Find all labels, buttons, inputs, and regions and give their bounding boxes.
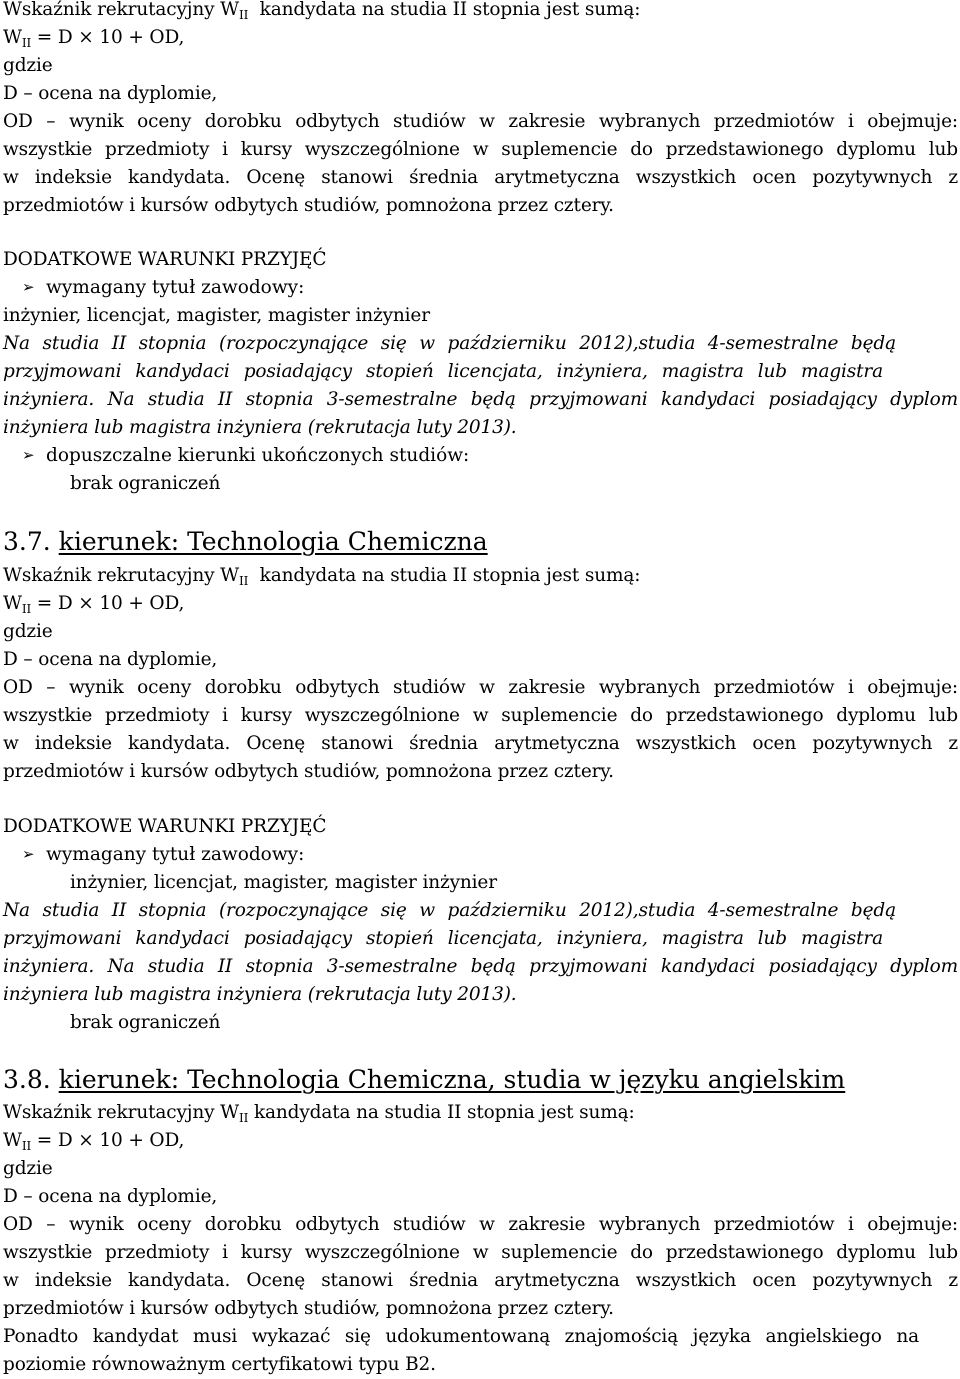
od-definition: OD – wynik oceny dorobku odbytych studiów w zakresie wybranych przedmiotów i obejmuje: <box>3 1214 958 1235</box>
od-definition-line: w indeksie kandydata. Ocenę stanowi średnia arytmetyczna wszystkich ocen pozytywnych z <box>3 733 958 754</box>
bullet-allowed-fields: ➢ dopuszczalne kierunki ukończonych studiów: <box>22 442 469 470</box>
note-line: inżyniera. Na studia II stopnia 3-semestralne będą przyjmowani kandydaci posiadający dyplom <box>3 389 958 410</box>
index-definition: Wskaźnik rekrutacyjny $W_{II}$ kandydata na studia II stopnia jest sumą: <box>3 1102 635 1125</box>
note-line: inżyniera lub magistra inżyniera (rekrutacja luty 2013). <box>3 417 517 438</box>
od-definition: OD – wynik oceny dorobku odbytych studiów w zakresie wybranych przedmiotów i obejmuje: <box>3 677 958 698</box>
note-line: przyjmowani kandydaci posiadający stopień licencjata, inżyniera, magistra lub magistra <box>3 928 883 949</box>
d-definition: D – ocena na dyplomie, <box>3 83 218 104</box>
od-definition-line: w indeksie kandydata. Ocenę stanowi średnia arytmetyczna wszystkich ocen pozytywnych z <box>3 1270 958 1291</box>
required-titles: inżynier, licencjat, magister, magister inżynier <box>3 305 430 326</box>
extra-conditions-heading: DODATKOWE WARUNKI PRZYJĘĆ <box>3 816 327 837</box>
note-line: przyjmowani kandydaci posiadający stopień licencjata, inżyniera, magistra lub magistra <box>3 361 883 382</box>
gdzie-label: gdzie <box>3 621 53 642</box>
note-line: inżyniera lub magistra inżyniera (rekrutacja luty 2013). <box>3 984 517 1005</box>
section-3-8-heading: 3.8. kierunek: Technologia Chemiczna, studia w języku angielskim <box>3 1065 846 1094</box>
english-requirement: Ponadto kandydat musi wykazać się udokumentowaną znajomością języka angielskiego na <box>3 1326 919 1347</box>
d-definition: D – ocena na dyplomie, <box>3 649 218 670</box>
extra-conditions-heading: DODATKOWE WARUNKI PRZYJĘĆ <box>3 249 327 270</box>
bullet-required-title: ➢ wymagany tytuł zawodowy: <box>22 841 304 869</box>
formula: $W_{II} = D \times 10$ + OD, <box>3 27 185 50</box>
d-definition: D – ocena na dyplomie, <box>3 1186 218 1207</box>
od-definition: OD – wynik oceny dorobku odbytych studiów w zakresie wybranych przedmiotów i obejmuje: <box>3 111 958 132</box>
od-definition-line: przedmiotów i kursów odbytych studiów, pomnożona przez cztery. <box>3 761 614 782</box>
arrow-bullet-icon: ➢ <box>22 446 35 464</box>
od-definition-line: w indeksie kandydata. Ocenę stanowi średnia arytmetyczna wszystkich ocen pozytywnych z <box>3 167 958 188</box>
od-definition-line: wszystkie przedmioty i kursy wyszczególnione w suplemencie do przedstawionego dyplomu lub <box>3 139 958 160</box>
no-limits: brak ograniczeń <box>70 473 221 494</box>
od-definition-line: przedmiotów i kursów odbytych studiów, pomnożona przez cztery. <box>3 195 614 216</box>
note-line: Na studia II stopnia (rozpoczynające się w październiku 2012),studia 4-semestralne będą <box>3 333 896 354</box>
note-line: inżyniera. Na studia II stopnia 3-semestralne będą przyjmowani kandydaci posiadający dyplom <box>3 956 958 977</box>
index-definition: Wskaźnik rekrutacyjny $W_{II}$ kandydata na studia II stopnia jest sumą: <box>3 0 641 22</box>
formula: $W_{II} = D \times 10$ + OD, <box>3 593 185 616</box>
no-limits: brak ograniczeń <box>70 1012 221 1033</box>
bullet-required-title: ➢ wymagany tytuł zawodowy: <box>22 274 304 302</box>
formula: $W_{II} = D \times 10$ + OD, <box>3 1130 185 1153</box>
od-definition-line: wszystkie przedmioty i kursy wyszczególnione w suplemencie do przedstawionego dyplomu lub <box>3 1242 958 1263</box>
od-definition-line: wszystkie przedmioty i kursy wyszczególnione w suplemencie do przedstawionego dyplomu lub <box>3 705 958 726</box>
od-definition-line: przedmiotów i kursów odbytych studiów, pomnożona przez cztery. <box>3 1298 614 1319</box>
index-definition: Wskaźnik rekrutacyjny $W_{II}$ kandydata na studia II stopnia jest sumą: <box>3 565 641 588</box>
arrow-bullet-icon: ➢ <box>22 278 35 296</box>
gdzie-label: gdzie <box>3 55 53 76</box>
arrow-bullet-icon: ➢ <box>22 845 35 863</box>
required-titles: inżynier, licencjat, magister, magister inżynier <box>70 872 497 893</box>
gdzie-label: gdzie <box>3 1158 53 1179</box>
section-3-7-heading: 3.7. kierunek: Technologia Chemiczna <box>3 527 488 556</box>
english-requirement-line: poziomie równoważnym certyfikatowi typu B2. <box>3 1354 436 1375</box>
note-line: Na studia II stopnia (rozpoczynające się w październiku 2012),studia 4-semestralne będą <box>3 900 896 921</box>
